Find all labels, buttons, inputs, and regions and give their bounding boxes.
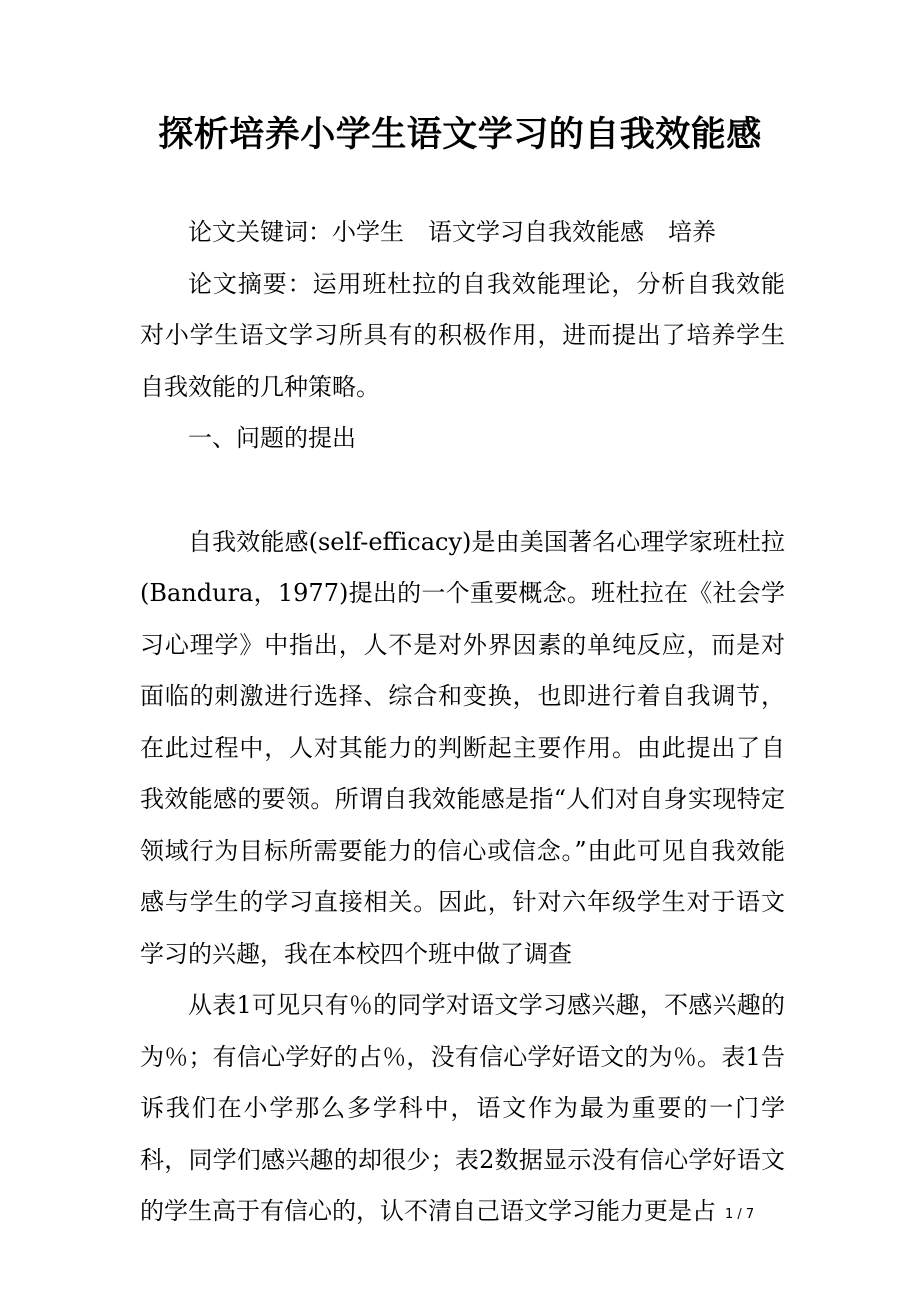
body-paragraph: 从表1可见只有％的同学对语文学习感兴趣，不感兴趣的为％；有信心学好的占％，没有信心学好语文的为％。表1告诉我们在小学那么多学科中，语文作为最为重要的一门学科，同学们感兴趣的却很少；表2数据显示没有信心学好语文的学生高于有信心的，认不清自己语文学习能力更是占	[140, 991, 785, 1225]
body-paragraph: 自我效能感(self-efficacy)是由美国著名心理学家班杜拉(Bandura，1977)提出的一个重要概念。班杜拉在《社会学习心理学》中指出，人不是对外界因素的单纯反应，而是对面临的刺激进行选择、综合和变换，也即进行着自我调节，在此过程中，人对其能力的判断起主要作用。由此提出了自我效能感的要领。所谓自我效能感是指“人们对自身实现特定领域行为目标所需要能力的信心或信念。”由此可见自我效能感与学生的学习直接相关。因此，针对六年级学生对于语文学习的兴趣，我在本校四个班中做了调查	[140, 527, 785, 968]
keywords-paragraph: 论文关键词：小学生 语文学习自我效能感 培养	[188, 218, 716, 246]
page-number: 1 / 7	[725, 1207, 755, 1222]
abstract-paragraph: 论文摘要：运用班杜拉的自我效能理论，分析自我效能对小学生语文学习所具有的积极作用，进而提出了培养学生自我效能的几种策略。	[140, 269, 785, 401]
document-body	[140, 207, 785, 1238]
document-title: 探析培养小学生语文学习的自我效能感	[158, 114, 762, 155]
section-heading: 一、问题的提出	[188, 424, 356, 452]
